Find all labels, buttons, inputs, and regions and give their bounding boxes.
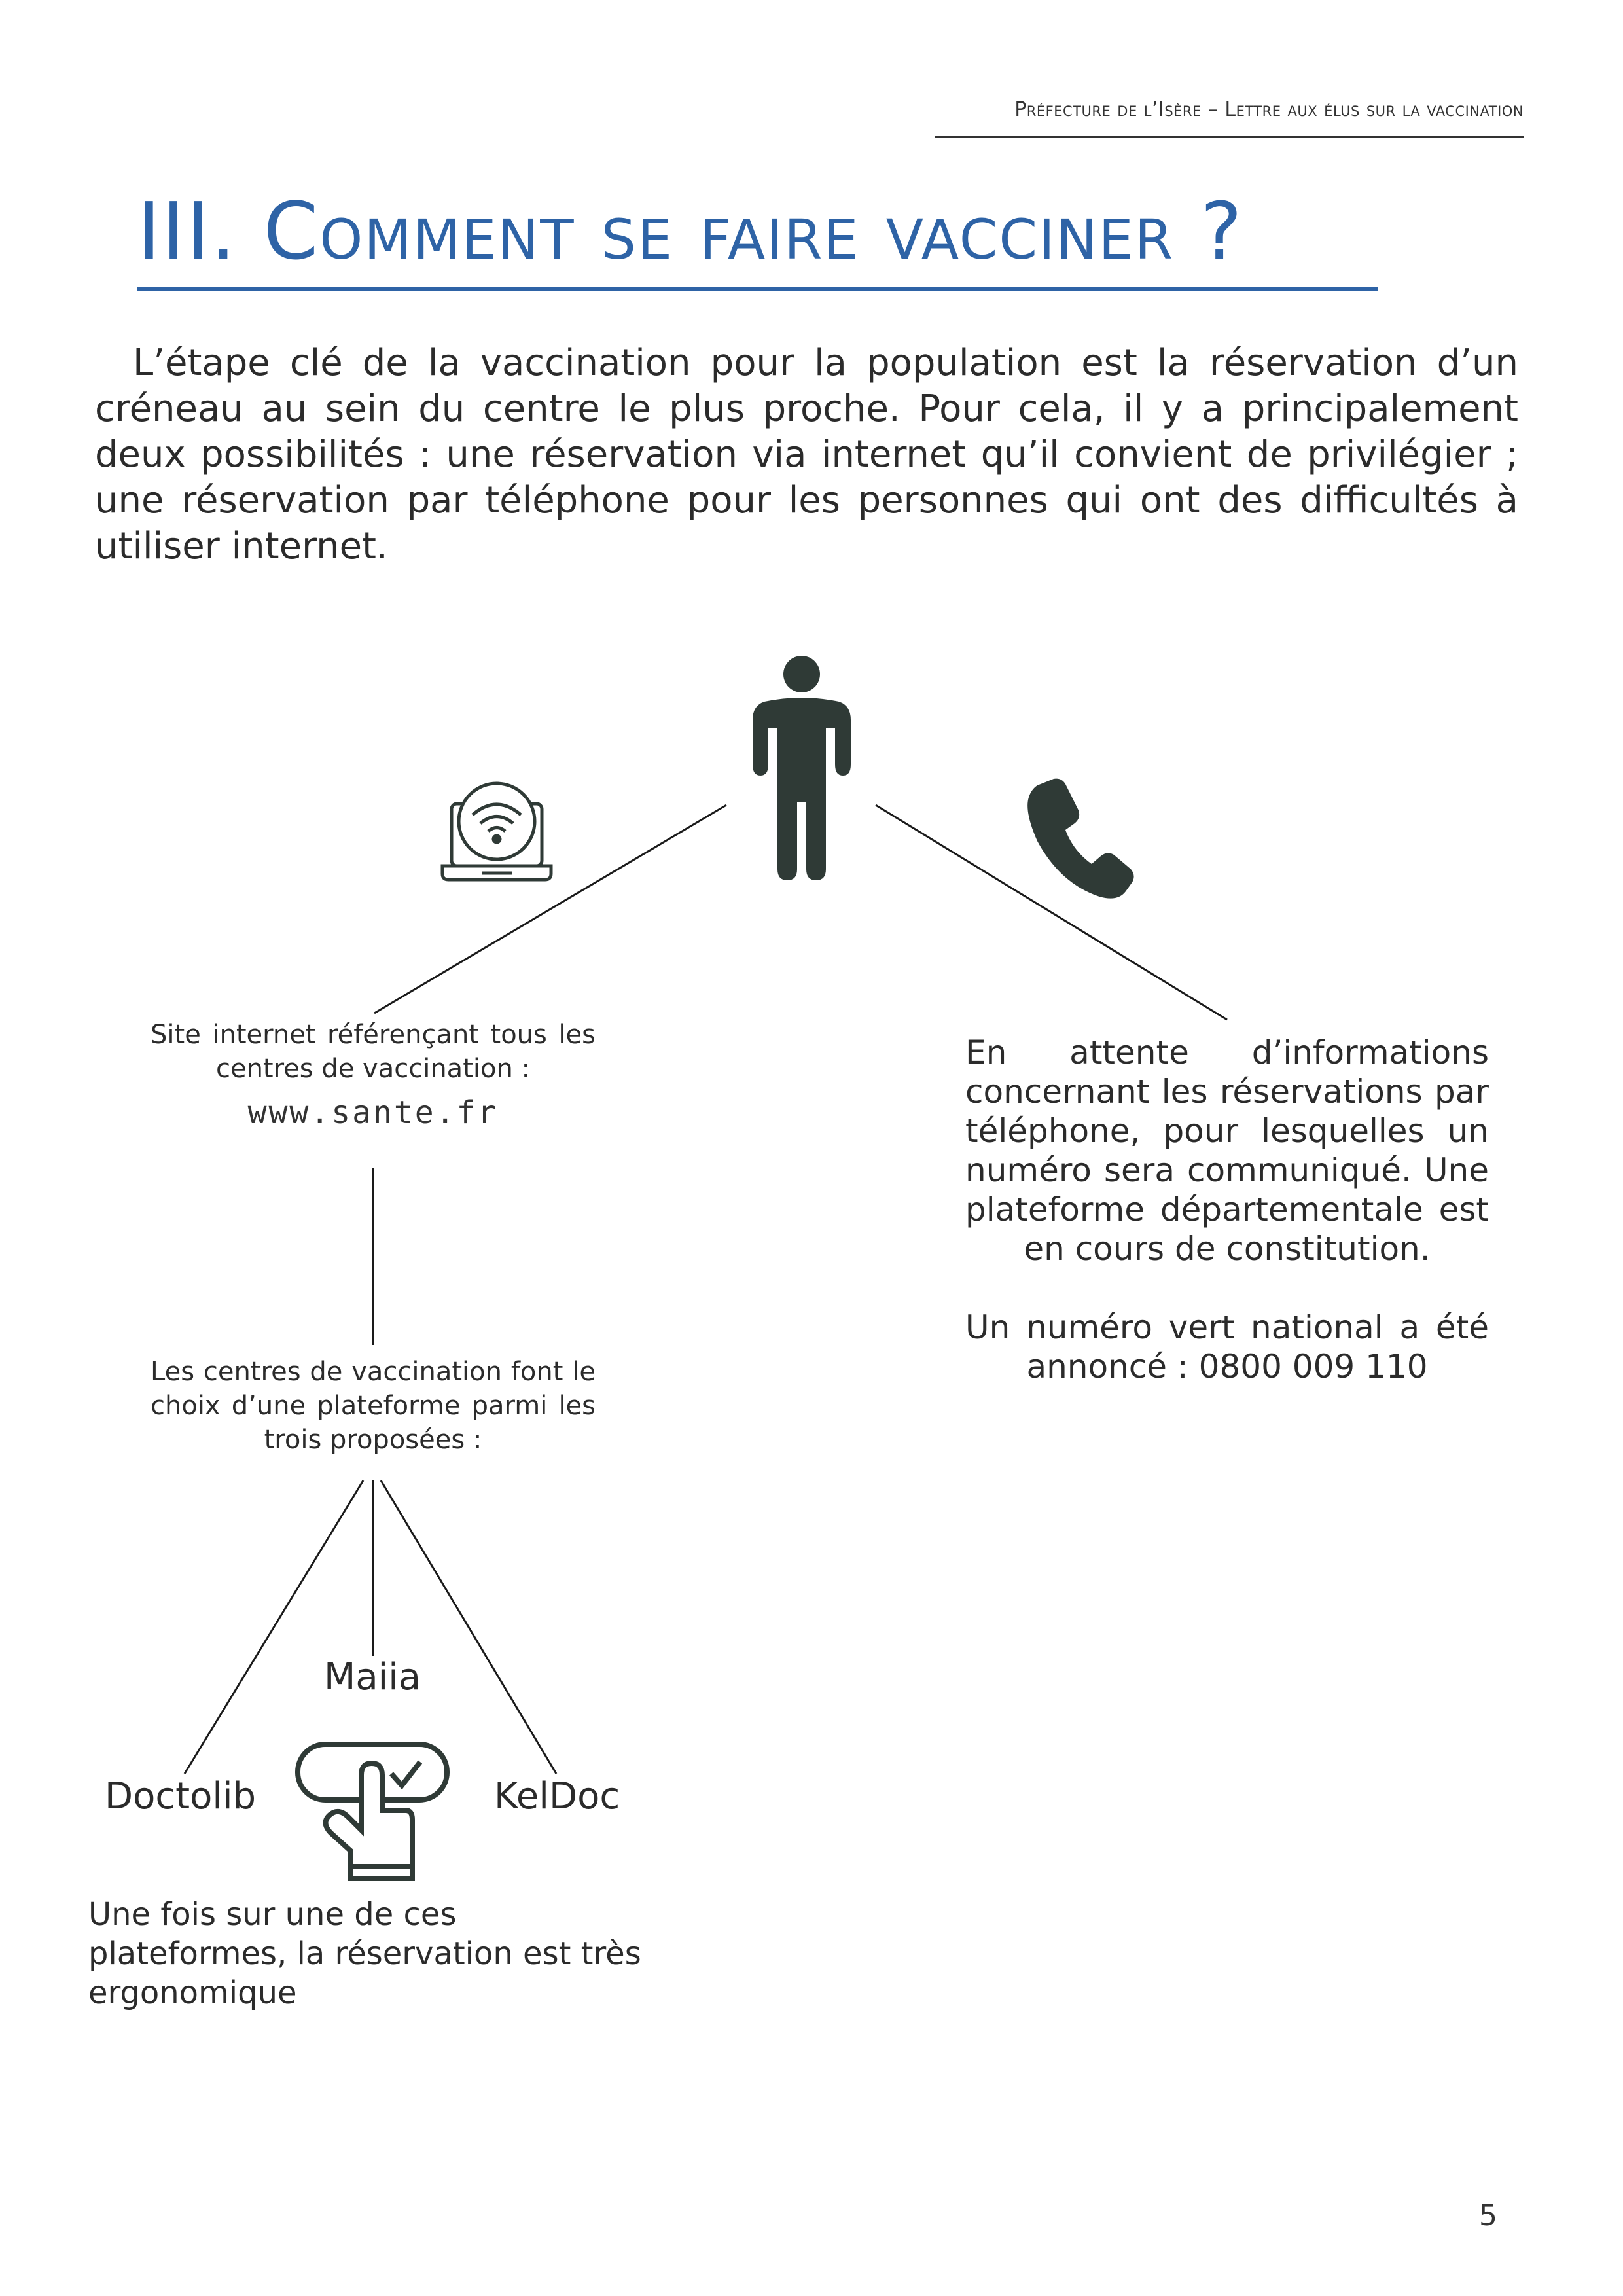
line-to-doctolib (185, 1480, 363, 1774)
green-number-paragraph: Un numéro vert national a été annoncé : 0800 009 110 (965, 1308, 1489, 1386)
intro-paragraph: L’étape clé de la vaccination pour la population est la réservation d’un créneau au sein du centre le plus proche. Pour cela, il y a principalement deux possibilités : une réservation via internet qu’il convient de privilégier ; une réservation par téléphone pour les personnes qui ont des difficultés à utiliser internet. (95, 342, 1518, 567)
line-to-keldoc (381, 1480, 556, 1774)
running-header: Préfecture de l’Isère – Lettre aux élus sur la vaccination (1014, 98, 1524, 121)
platform-keldoc: KelDoc (494, 1775, 620, 1818)
section-title: III. Comment se faire vacciner ? (137, 187, 1243, 278)
centres-description: Les centres de vaccination font le choix d’une plateforme parmi les trois proposées : (151, 1357, 596, 1455)
line-person-to-internet (374, 805, 726, 1013)
platform-maiia: Maiia (324, 1656, 421, 1698)
page-number: 5 (1479, 2199, 1497, 2233)
phone-icon (1027, 779, 1133, 899)
platform-conclusion: Une fois sur une de ces plateformes, la réservation est très ergonomique (88, 1896, 641, 2011)
laptop-wifi-icon (442, 783, 551, 880)
hand-checkbox-icon (298, 1744, 447, 1878)
phone-info-paragraph: En attente d’informations concernant les réservations par téléphone, pour lesquelles un numéro sera communiqué. Une plateforme départementale est en cours de constitution. (965, 1033, 1489, 1268)
person-icon (753, 656, 851, 880)
phone-branch-text (965, 1033, 1489, 1426)
platform-doctolib: Doctolib (105, 1775, 257, 1818)
site-description: Site internet référençant tous les centres de vaccination : (151, 1020, 596, 1084)
website-url-link[interactable]: www.sante.fr (247, 1094, 499, 1131)
